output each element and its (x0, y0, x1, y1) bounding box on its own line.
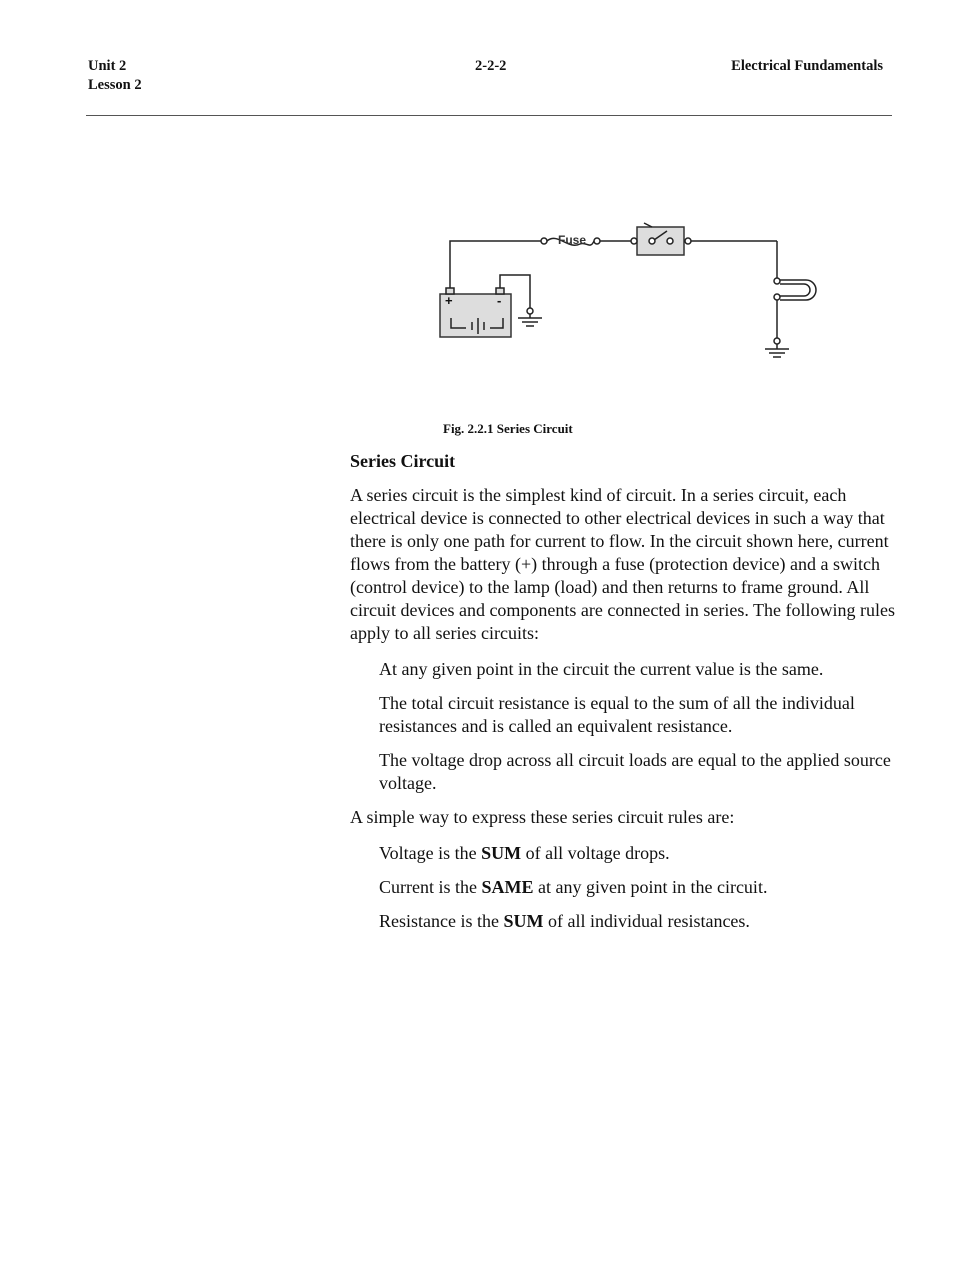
page-header-left (88, 57, 142, 95)
rule-text: at any given point in the circuit. (533, 877, 768, 897)
summary-intro: A simple way to express these series circuit rules are: (350, 807, 735, 827)
unit-label: Unit 2 (88, 58, 127, 74)
rule-text: Current is the (379, 877, 482, 897)
lamp-terminal-top (774, 278, 780, 284)
switch-contact-a (631, 238, 637, 244)
rule-keyword: SAME (481, 877, 534, 897)
switch-contact-c (667, 238, 673, 244)
list-item: The voltage drop across all circuit loads are equal to the applied source voltage. (379, 750, 891, 793)
rule-text: Resistance is the (379, 911, 504, 931)
lamp-terminal-bottom (774, 294, 780, 300)
battery-ground-terminal (527, 308, 533, 314)
fuse-label: Fuse (558, 233, 587, 247)
summary-rules-list (379, 842, 895, 933)
list-item (379, 876, 895, 899)
lamp-filament (780, 284, 810, 296)
rule-text: of all individual resistances. (543, 911, 750, 931)
series-rules-list (379, 658, 895, 795)
list-item: At any given point in the circuit the current value is the same. (379, 659, 824, 679)
section-title: Series Circuit (350, 451, 456, 471)
intro-paragraph: A series circuit is the simplest kind of circuit. In a series circuit, each electrical device is connected to other electrical devices in such a way that there is only one path for current to flow. In the circuit shown here, current flows from the battery (+) through a fuse (protection device) and a switch (control device) to the lamp (load) and then returns to frame ground. All circuit devices and components are connected in series. The following rules apply to all series circuits: (350, 485, 895, 643)
fuse-terminal-left (541, 238, 547, 244)
rule-keyword: SUM (481, 843, 522, 863)
list-item (379, 842, 895, 865)
list-item: The total circuit resistance is equal to the sum of all the individual resistances and is called an equivalent resistance. (379, 693, 855, 736)
series-circuit-diagram (420, 208, 820, 368)
figure-caption: Fig. 2.2.1 Series Circuit (443, 421, 573, 436)
lamp-ground-terminal (774, 338, 780, 344)
lesson-label: Lesson 2 (88, 77, 142, 93)
header-divider (86, 115, 892, 116)
fuse-terminal-right (594, 238, 600, 244)
course-title: Electrical Fundamentals (731, 58, 883, 74)
rule-text: Voltage is the (379, 843, 482, 863)
battery-positive-label: + (445, 293, 453, 308)
battery-ground-symbol (518, 318, 542, 326)
switch-housing (637, 227, 684, 255)
rule-keyword: SUM (503, 911, 544, 931)
section-body (350, 450, 895, 944)
wire-battery-to-fuse (450, 241, 541, 290)
battery-negative-label: - (497, 293, 502, 308)
page-number: 2-2-2 (475, 58, 507, 74)
rule-text: of all voltage drops. (521, 843, 670, 863)
switch-contact-b (649, 238, 655, 244)
lamp-ground-symbol (765, 349, 789, 357)
list-item (379, 910, 895, 933)
switch-contact-d (685, 238, 691, 244)
